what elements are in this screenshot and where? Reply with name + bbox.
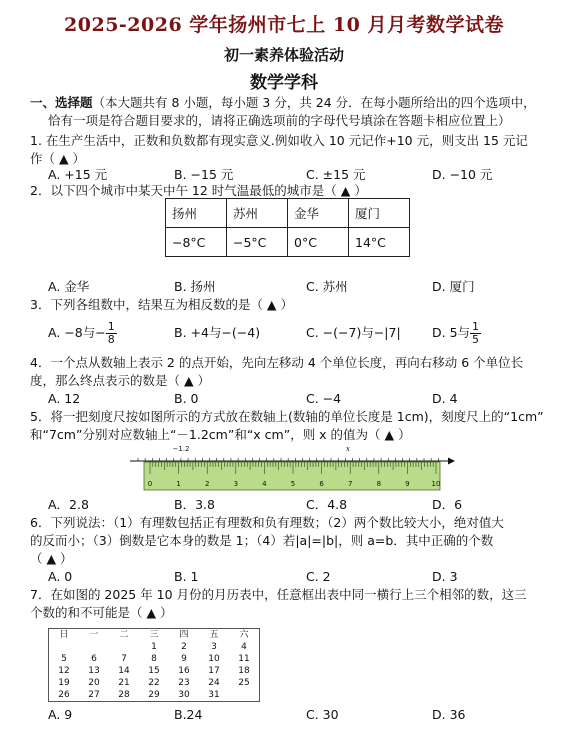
q6-option-d[interactable]: D. 3 (432, 569, 458, 584)
exam-subtitle: 初一素养体验活动 (223, 46, 344, 64)
q7-calendar-head-sat: 六 (239, 630, 249, 640)
q5-ruler-number: 1 (176, 480, 181, 488)
q1-option-a[interactable]: A. +15 元 (48, 167, 108, 182)
q7-calendar-row (49, 641, 260, 653)
q2-stem: 2．以下四个城市中某天中午 12 时气温最低的城市是（ ▲ ） (30, 183, 367, 198)
q1-option-c[interactable]: C. ±15 元 (306, 167, 366, 182)
q4-stem-line2: 度，那么终点表示的数是（ ▲ ） (30, 373, 211, 388)
q7-calendar-head-sun: 日 (59, 630, 69, 640)
q7-calendar-cell: 7 (121, 654, 127, 664)
q7-calendar-cell: 25 (238, 678, 250, 688)
q7-calendar-head-wed: 三 (149, 630, 159, 640)
q5-option-c[interactable]: C．4.8 (306, 497, 348, 512)
q5-stem-line2: 和“7cm”分别对应数轴上“－1.2cm”和“x cm”，则 x 的值为（ ▲ ） (30, 427, 411, 442)
q3-option-a-text: A. −8与− (48, 325, 106, 340)
section1-instructions-line1: （本大题共有 8 小题，每小题 3 分，共 24 分．在每小题所给出的四个选项中， (92, 95, 536, 110)
q7-calendar-head-tue: 二 (119, 630, 129, 640)
exam-title: 2025-2026 学年扬州市七上 10 月月考数学试卷 (64, 14, 504, 36)
section1-instructions (30, 94, 536, 112)
q3-option-a[interactable] (48, 318, 117, 348)
q3-option-a-numerator: 1 (107, 320, 115, 333)
section1-instructions-line2: 恰有一项是符合题目要求的，请将正确选项前的字母代号填涂在答题卡相应位置上） (48, 113, 511, 128)
q1-stem-line2: 作（ ▲ ） (30, 151, 86, 166)
q7-calendar-row (49, 653, 260, 665)
q7-calendar-cell (109, 641, 139, 653)
q6-option-b[interactable]: B. 1 (174, 569, 199, 584)
q2-option-b[interactable]: B. 扬州 (174, 279, 216, 294)
q7-calendar-row (49, 677, 260, 689)
q7-calendar-cell: 10 (208, 654, 220, 664)
q3-option-d-numerator: 1 (472, 320, 480, 333)
q7-calendar-cell: 4 (241, 642, 247, 652)
q5-ruler-number: 5 (290, 480, 296, 488)
q7-calendar-head-thu: 四 (179, 630, 189, 640)
q6-stem-line3: （ ▲ ） (30, 551, 73, 566)
q2-temp-yangzhou: −8°C (166, 228, 227, 257)
q7-calendar-cell: 28 (118, 690, 130, 700)
q5-option-d[interactable]: D．6 (432, 497, 463, 512)
q2-temp-suzhou: −5°C (227, 228, 288, 257)
q5-ruler-number: 9 (405, 480, 410, 488)
q5-ruler-number: 6 (319, 480, 324, 488)
section1-heading: 一、选择题 (30, 95, 93, 110)
q7-calendar-cell: 24 (208, 678, 220, 688)
q4-option-b[interactable]: B. 0 (174, 391, 199, 406)
q5-ruler-number: 0 (147, 480, 153, 488)
q7-calendar-cell: 19 (58, 678, 70, 688)
q5-ruler-number: 7 (347, 480, 353, 488)
q7-calendar-cell: 26 (58, 690, 70, 700)
q7-calendar-cell: 18 (238, 666, 250, 676)
q4-option-c[interactable]: C. −4 (306, 391, 342, 406)
q2-option-c[interactable]: C. 苏州 (306, 279, 348, 294)
q6-option-a[interactable]: A. 0 (48, 569, 73, 584)
q2-temperature-table (165, 198, 410, 257)
q3-option-a-denominator: 8 (107, 333, 115, 346)
q7-calendar-head-mon: 一 (89, 630, 99, 640)
q7-calendar-cell (49, 641, 80, 653)
q3-option-d[interactable] (432, 318, 481, 348)
q7-calendar-cell: 29 (148, 690, 160, 700)
q4-stem-line1: 4．一个点从数轴上表示 2 的点开始，先向左移动 4 个单位长度，再向右移动 6 个单位长 (30, 355, 524, 370)
q5-ruler-number: 3 (233, 480, 239, 488)
q6-stem-line2: 的反而小；（3）倒数是它本身的数是 1；（4）若|a|=|b|，则 a=b．其中正确的个数 (30, 533, 494, 548)
q7-calendar-cell (79, 641, 109, 653)
q3-option-d-fraction (470, 321, 481, 346)
q3-option-b[interactable]: B. +4与−(−4) (174, 325, 261, 340)
q7-calendar-cell: 6 (91, 654, 97, 664)
q7-calendar-cell: 20 (88, 678, 100, 688)
q1-option-d[interactable]: D. −10 元 (432, 167, 493, 182)
q5-ruler-figure (130, 444, 455, 494)
q2-table-temp-row (166, 228, 410, 257)
q2-option-a[interactable]: A. 金华 (48, 279, 90, 294)
q5-axis-arrow (448, 458, 455, 465)
q7-calendar-cell: 11 (238, 654, 250, 664)
q5-axis-label-right: x (346, 445, 350, 453)
q7-stem-line2: 个数的和不可能是（ ▲ ） (30, 605, 173, 620)
q7-calendar-cell: 8 (151, 654, 157, 664)
q7-calendar-cell: 31 (208, 690, 220, 700)
q7-calendar-cell: 14 (118, 666, 130, 676)
q7-stem-line1: 7．在如图的 2025 年 10 月份的月历表中，任意框出表中同一横行上三个相邻的数，这三 (30, 587, 527, 602)
q7-calendar (48, 628, 260, 702)
q7-calendar-cell (229, 689, 260, 702)
q5-option-a[interactable]: A．2.8 (48, 497, 89, 512)
q3-stem: 3．下列各组数中，结果互为相反数的是（ ▲ ） (30, 297, 294, 312)
q2-temp-jinhua: 0°C (288, 228, 349, 257)
q7-calendar-cell: 17 (208, 666, 220, 676)
q7-calendar-row (49, 689, 260, 702)
q7-option-a[interactable]: A. 9 (48, 707, 73, 722)
q7-calendar-cell: 15 (148, 666, 160, 676)
q1-stem-line1: 1. 在生产生活中，正数和负数都有现实意义.例如收入 10 元记作+10 元，则支出 15 元记 (30, 133, 528, 148)
exam-subject: 数学学科 (250, 73, 318, 93)
q2-city-yangzhou: 扬州 (166, 199, 227, 228)
q5-option-b[interactable]: B．3.8 (174, 497, 215, 512)
q5-ruler-number: 2 (204, 480, 210, 488)
q7-calendar-head (49, 629, 260, 642)
q7-calendar-head-fri: 五 (209, 630, 219, 640)
q7-calendar-cell: 16 (178, 666, 190, 676)
q5-ruler-number: 8 (376, 480, 382, 488)
q4-option-a[interactable]: A. 12 (48, 391, 81, 406)
q2-city-suzhou: 苏州 (227, 199, 288, 228)
q7-calendar-cell: 2 (181, 642, 187, 652)
q7-calendar-cell: 22 (148, 678, 160, 688)
q6-option-c[interactable]: C. 2 (306, 569, 331, 584)
q2-option-d[interactable]: D. 厦门 (432, 279, 475, 294)
q7-calendar-cell: 21 (118, 678, 130, 688)
q2-table-head-row (166, 199, 410, 228)
q5-axis-label-left: −1.2 (172, 445, 190, 453)
q7-calendar-cell: 23 (178, 678, 190, 688)
q7-option-d[interactable]: D. 36 (432, 707, 466, 722)
q2-temp-xiamen: 14°C (349, 228, 410, 257)
q5-stem-line1: 5．将一把刻度尺按如图所示的方式放在数轴上(数轴的单位长度是 1cm)，刻度尺上的“1cm” (30, 409, 544, 424)
q3-option-d-text: D. 5与 (432, 325, 471, 340)
q2-city-xiamen: 厦门 (349, 199, 410, 228)
q7-calendar-cell: 5 (61, 654, 67, 664)
q3-option-d-denominator: 5 (472, 333, 480, 346)
q7-calendar-cell: 9 (181, 654, 187, 664)
q7-calendar-cell: 3 (211, 642, 217, 652)
q5-ruler-number: 10 (431, 480, 441, 488)
q7-calendar-cell: 27 (88, 690, 100, 700)
q1-option-b[interactable]: B. −15 元 (174, 167, 234, 182)
q7-calendar-cell: 12 (58, 666, 70, 676)
q2-city-jinhua: 金华 (288, 199, 349, 228)
q3-option-a-fraction (106, 321, 117, 346)
q7-calendar-row (49, 665, 260, 677)
q7-option-b[interactable]: B.24 (174, 707, 203, 722)
q7-calendar-cell: 30 (178, 690, 190, 700)
q3-option-c[interactable]: C. −(−7)与−|7| (306, 325, 401, 340)
q7-calendar-cell: 1 (151, 642, 157, 652)
q5-ruler-number: 4 (262, 480, 267, 488)
q7-calendar-cell: 13 (88, 666, 100, 676)
q6-stem-line1: 6．下列说法：（1）有理数包括正有理数和负有理数；（2）两个数比较大小，绝对值大 (30, 515, 504, 530)
q7-option-c[interactable]: C. 30 (306, 707, 339, 722)
q4-option-d[interactable]: D. 4 (432, 391, 458, 406)
